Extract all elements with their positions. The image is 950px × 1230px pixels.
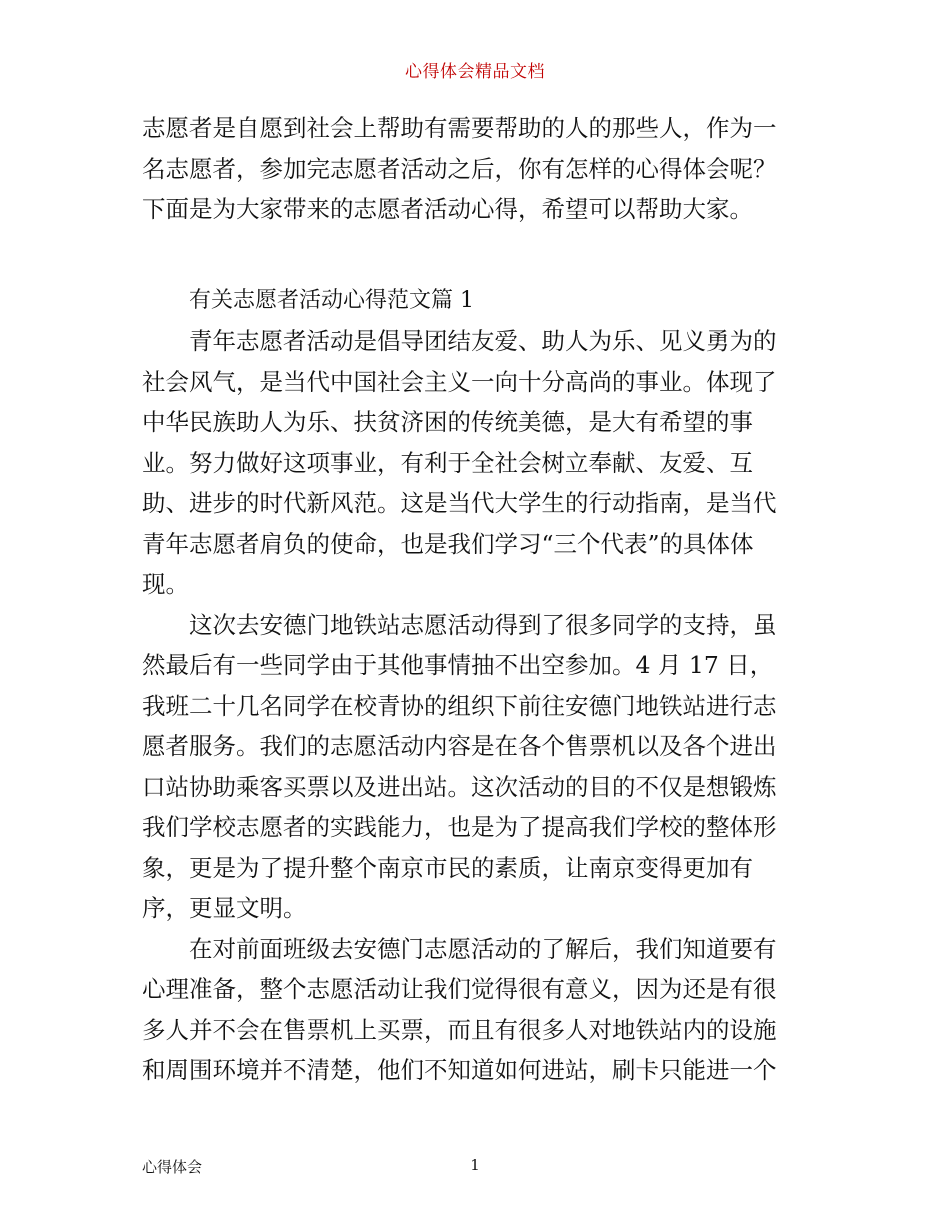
paragraph-line: 社会风气，是当代中国社会主义一向十分高尚的事业。体现了: [142, 367, 777, 396]
paragraph-line: 序，更显文明。: [142, 894, 307, 922]
intro-line: 名志愿者，参加完志愿者活动之后，你有怎样的心得体会呢？: [142, 154, 777, 183]
document-body: [142, 108, 814, 1091]
paragraph-line: 在对前面班级去安德门志愿活动的了解后，我们知道要有: [189, 934, 777, 963]
paragraph-line: 口站协助乘客买票以及进出站。这次活动的目的不仅是想锻炼: [142, 772, 777, 801]
paragraph-line: 青年志愿者活动是倡导团结友爱、助人为乐、见义勇为的: [189, 327, 777, 355]
paragraph-line: 现。: [142, 570, 189, 598]
paragraph-line: 我班二十几名同学在校青协的组织下前往安德门地铁站进行志: [142, 691, 777, 720]
paragraph-line: 象，更是为了提升整个南京市民的素质，让南京变得更加有: [142, 853, 753, 882]
intro-line: 志愿者是自愿到社会上帮助有需要帮助的人的那些人，作为一: [142, 114, 777, 142]
document-header: 心得体会精品文档: [405, 62, 545, 82]
paragraph-line: 然最后有一些同学由于其他事情抽不出空参加。4 月 17 日，: [142, 651, 774, 679]
paragraph-line: 多人并不会在售票机上买票，而且有很多人对地铁站内的设施: [142, 1015, 777, 1044]
footer-label: 心得体会: [142, 1158, 203, 1176]
paragraph-line: 心理准备，整个志愿活动让我们觉得很有意义，因为还是有很: [142, 975, 777, 1003]
paragraph-line: 中华民族助人为乐、扶贫济困的传统美德，是大有希望的事: [142, 408, 753, 436]
paragraph-line: 愿者服务。我们的志愿活动内容是在各个售票机以及各个进出: [142, 732, 777, 760]
page-number: 1: [470, 1156, 480, 1174]
paragraph-line: 业。努力做好这项事业，有利于全社会树立奉献、友爱、互: [142, 448, 753, 477]
intro-line: 下面是为大家带来的志愿者活动心得，希望可以帮助大家。: [142, 195, 753, 223]
paragraph-line: 和周围环境并不清楚，他们不知道如何进站，刷卡只能进一个: [142, 1056, 777, 1084]
paragraph-line: 我们学校志愿者的实践能力，也是为了提高我们学校的整体形: [142, 813, 777, 841]
paragraph-line: 这次去安德门地铁站志愿活动得到了很多同学的支持，虽: [189, 610, 777, 639]
paragraph-line: 助、进步的时代新风范。这是当代大学生的行动指南，是当代: [142, 489, 777, 517]
paragraph-line: 青年志愿者肩负的使命，也是我们学习“三个代表”的具体体: [142, 529, 754, 558]
section-title: 有关志愿者活动心得范文篇 1: [189, 287, 474, 313]
